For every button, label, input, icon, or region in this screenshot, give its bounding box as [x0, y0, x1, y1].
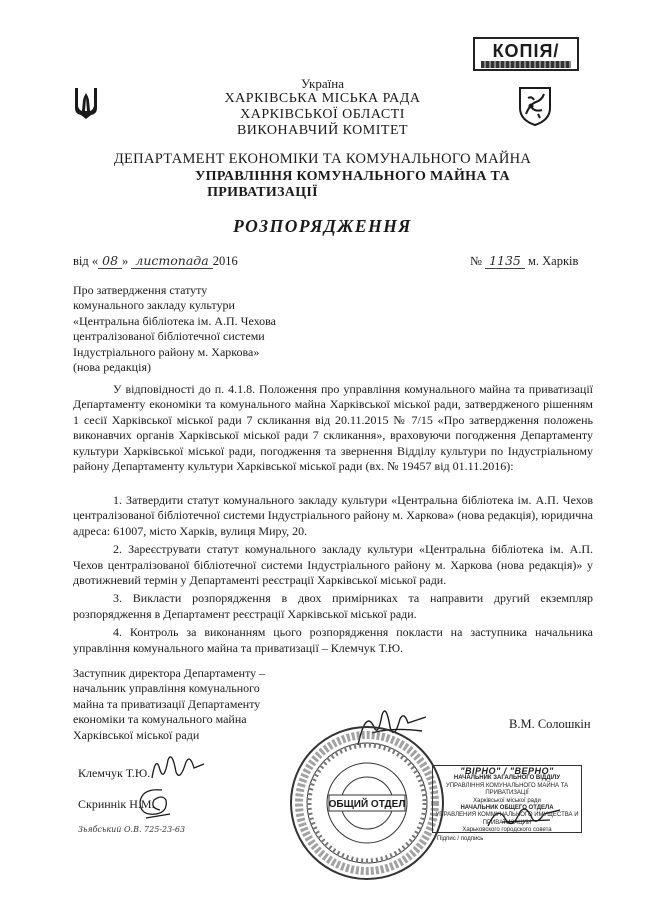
header-council: ХАРКІВСЬКА МІСЬКА РАДА: [224, 91, 421, 106]
verno-title: "ВІРНО" / "ВЕРНО": [460, 766, 554, 776]
header-department: ДЕПАРТАМЕНТ ЕКОНОМІКИ ТА КОМУНАЛЬНОГО МАЙНА: [113, 151, 532, 167]
header-executive: ВИКОНАВЧИЙ КОМІТЕТ: [236, 123, 409, 138]
verno-line: НАЧАЛЬНИК ЗАГАЛЬНОГО ВІДДІЛУ: [453, 775, 561, 782]
number-value: 1135: [485, 253, 525, 269]
executor-2: Скриннік Н.М.: [78, 797, 155, 811]
signatory-line: Харківської міської ради: [73, 727, 200, 742]
author-note: Зьябський О.В. 725-23-63: [78, 825, 186, 834]
copy-stamp-strike: [481, 61, 571, 68]
order-subject: [73, 283, 276, 375]
signatory-line: начальник управління комунального: [73, 681, 260, 696]
signatory-line: економіки та комунального майна: [73, 712, 247, 727]
order-place: м. Харків: [528, 254, 579, 268]
order-date: [73, 253, 238, 269]
subject-line: (нова редакція): [73, 360, 151, 375]
date-mid: »: [122, 254, 129, 268]
verno-line: УПРАВЛІННЯ КОМУНАЛЬНОГО МАЙНА ТА ПРИВАТИЗАЦІЇ: [445, 782, 569, 797]
verno-line: Харьковского городского совета: [462, 827, 552, 834]
subject-line: Про затвердження статуту: [73, 283, 208, 297]
round-seal: [287, 723, 447, 883]
date-month: листопада: [131, 253, 212, 269]
order-item: 3. Викласти розпорядження в двох примірниках та направити другий екземпляр розпорядження в Департамент реєстрації Харківської міської ради.: [73, 591, 593, 621]
order-item: 2. Зареєструвати статут комунального закладу культури «Центральна бібліотека ім. А.П. Чехов централізованої бібліотечної системи Індустріального району м. Харкова (нова редакція)» у двотижневий термін у Департаменті реєстрації Харківської міської ради.: [73, 542, 593, 588]
document-type: РОЗПОРЯДЖЕННЯ: [233, 216, 412, 236]
header-oblast: ХАРКІВСЬКОЇ ОБЛАСТІ: [240, 107, 405, 122]
verno-line: НАЧАЛЬНИК ОБЩЕГО ОТДЕЛА: [460, 805, 554, 812]
date-prefix: від «: [73, 254, 99, 268]
header-administration-line2: ПРИВАТИЗАЦІЇ: [207, 185, 318, 200]
signatory-position: [73, 666, 265, 743]
date-year: 2016: [212, 254, 238, 268]
preamble: У відповідності до п. 4.1.8. Положення про управління комунального майна та приватизації Департаменту економіки та комунального майна Харківської міської ради, затвердженого рішенням 1 сесії Харківської міської ради 7 скликання від 20.11.2015 № 7/15 «Про затвердження положень виконавчих органів Харківської міської ради 7 скликання», враховуючи погодження Департаменту культури Харківської міської ради, погодження та звернення Відділу культури по Індустріальному району Департаменту культури Харківської міської ради (вх. № 19457 від 01.11.2016):: [73, 382, 593, 474]
signatory-line: Заступник директора Департаменту –: [73, 666, 266, 680]
subject-line: «Центральна бібліотека ім. А.П. Чехова: [73, 313, 277, 328]
order-items: [73, 493, 593, 659]
verno-line: УПРАВЛЕНИЯ КОММУНАЛЬНОГО ИМУЩЕСТВА И ПРИВАТИЗАЦИИ: [435, 812, 579, 826]
copy-stamp: [473, 37, 579, 71]
executor-1-signature: [148, 748, 208, 786]
signatory-line: майна та приватизації Департаменту: [73, 696, 261, 711]
order-number: [470, 253, 578, 269]
subject-line: комунального закладу культури: [73, 298, 235, 313]
header-administration-line1: УПРАВЛІННЯ КОМУНАЛЬНОГО МАЙНА ТА: [195, 169, 510, 184]
executor-2-signature: [132, 784, 176, 822]
subject-line: централізованої бібліотечної системи: [73, 329, 265, 344]
verno-signature: [484, 800, 564, 834]
date-day: 08: [98, 253, 122, 269]
order-item: 4. Контроль за виконанням цього розпорядження покласти на заступника начальника управління комунального майна та приватизації – Клемчук Т.Ю.: [73, 625, 593, 655]
subject-line: Індустріального району м. Харкова»: [73, 344, 260, 359]
number-prefix: №: [470, 254, 482, 268]
verno-line: Харківської міської ради: [473, 797, 541, 804]
order-item: 1. Затвердити статут комунального закладу культури «Центральна бібліотека ім. А.П. Чехов централізованої бібліотечної системи Індустріального району м. Харкова» (нова редакція), юридична адреса: 61007, місто Харків, вулиця Миру, 20.: [73, 493, 593, 538]
signatory-name: В.М. Солошкін: [509, 717, 591, 731]
executor-1: Клемчук Т.Ю.: [78, 766, 151, 780]
header-country: Україна: [301, 76, 344, 91]
copy-stamp-label: КОПІЯ/: [492, 41, 560, 61]
seal-center-text: ОБЩИЙ ОТДЕЛ: [328, 799, 406, 810]
verno-foot: Підпис / подпись: [437, 835, 484, 842]
